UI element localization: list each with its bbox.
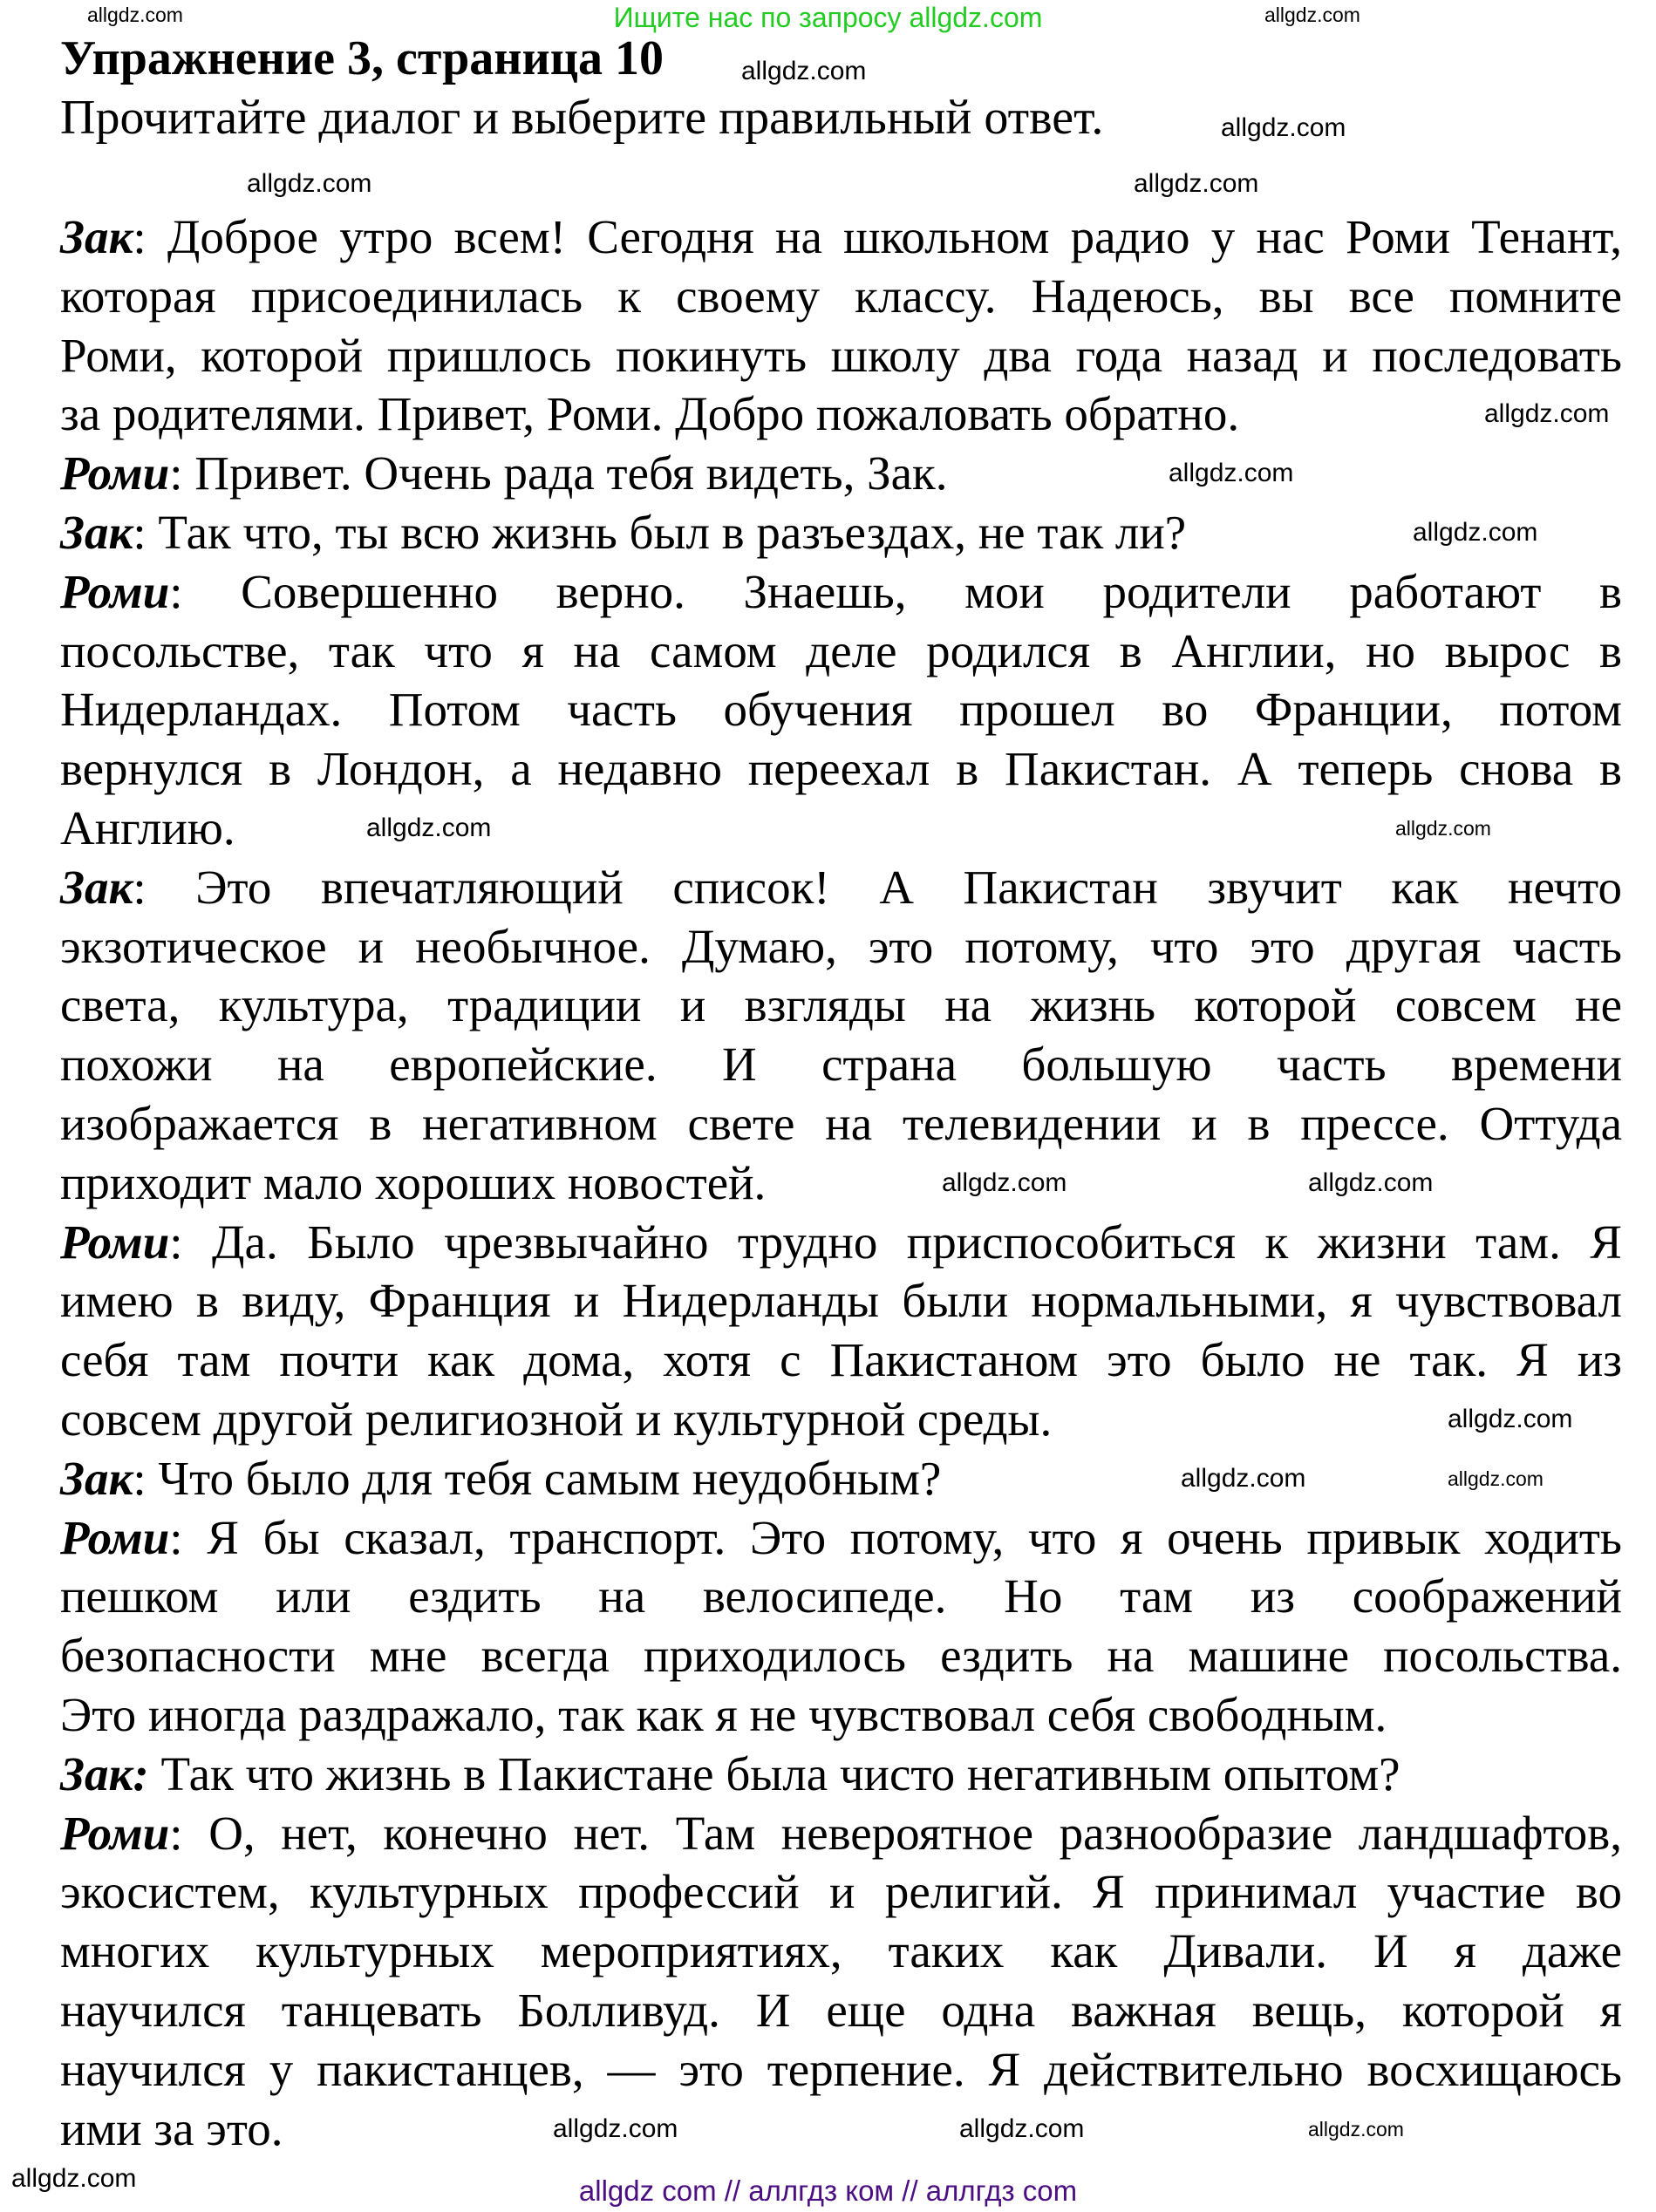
line-text: имею в виду, Франция и Нидерланды были нормальными, я чувствовал xyxy=(60,1274,1622,1328)
speaker-name: Зак xyxy=(60,505,133,559)
dialogue-line xyxy=(60,1981,1622,2040)
dialogue-line xyxy=(60,1626,1622,1685)
dialogue-line xyxy=(60,1449,1622,1508)
dialogue-line xyxy=(60,1213,1622,1272)
line-text: научился танцевать Болливуд. И еще одна важная вещь, которой я xyxy=(60,1983,1622,2037)
dialogue-line xyxy=(60,1804,1622,1863)
line-text: многих культурных мероприятиях, таких как Дивали. И я даже xyxy=(60,1924,1622,1978)
dialogue-line xyxy=(60,1035,1622,1094)
watermark: allgdz.com xyxy=(11,2164,137,2193)
line-text: себя там почти как дома, хотя с Пакистаном это было не так. Я из xyxy=(60,1333,1622,1387)
watermark: allgdz.com xyxy=(1264,3,1360,26)
dialogue-line xyxy=(60,622,1622,681)
line-text: Так что жизнь в Пакистане была чисто негативным опытом? xyxy=(148,1746,1400,1800)
dialogue-line xyxy=(60,1685,1622,1745)
dialogue-line xyxy=(60,562,1622,622)
dialogue-line xyxy=(60,976,1622,1035)
watermark: allgdz.com xyxy=(87,3,183,26)
dialogue-line xyxy=(60,1745,1622,1804)
dialogue-line xyxy=(60,208,1622,267)
line-text: Англию. xyxy=(60,800,235,854)
watermark: allgdz.com xyxy=(1448,1467,1544,1490)
dialogue-line xyxy=(60,799,1622,858)
watermark: allgdz.com xyxy=(942,1168,1067,1197)
speaker-name: Роми xyxy=(60,1806,170,1860)
watermark: allgdz.com xyxy=(366,813,492,842)
watermark: allgdz.com xyxy=(959,2114,1085,2143)
line-text: посольстве, так что я на самом деле родился в Англии, но вырос в xyxy=(60,623,1622,677)
line-text: : Так что, ты всю жизнь был в разъездах, не так ли? xyxy=(133,505,1187,559)
line-text: Нидерландах. Потом часть обучения прошел во Франции, потом xyxy=(60,683,1622,737)
line-text: научился у пакистанцев, — это терпение. Я действительно восхищаюсь xyxy=(60,2042,1622,2096)
line-text: которая присоединилась к своему классу. Надеюсь, вы все помните xyxy=(60,269,1622,323)
line-text: : Я бы сказал, транспорт. Это потому, что я очень привык ходить xyxy=(169,1510,1622,1564)
dialogue-line xyxy=(60,1922,1622,1981)
watermark: allgdz.com xyxy=(1413,518,1538,547)
dialogue-line xyxy=(60,1567,1622,1626)
exercise-title: Упражнение 3, страница 10 xyxy=(60,31,664,85)
line-text: за родителями. Привет, Роми. Добро пожаловать обратно. xyxy=(60,387,1240,441)
line-text: вернулся в Лондон, а недавно переехал в Пакистан. А теперь снова в xyxy=(60,742,1622,796)
dialogue-line xyxy=(60,444,1622,503)
watermark: allgdz.com xyxy=(1169,459,1294,487)
dialogue-line xyxy=(60,503,1622,562)
line-text: безопасности мне всегда приходилось ездить на машине посольства. xyxy=(60,1629,1622,1683)
speaker-name: Роми xyxy=(60,1510,170,1564)
dialogue-line xyxy=(60,1390,1622,1449)
watermark: allgdz.com xyxy=(553,2114,678,2143)
speaker-name: Роми xyxy=(60,564,170,618)
dialogue-line xyxy=(60,739,1622,799)
dialogue-line xyxy=(60,1331,1622,1390)
dialogue-line xyxy=(60,1508,1622,1568)
line-text: изображается в негативном свете на телевидении и в прессе. Оттуда xyxy=(60,1096,1622,1150)
dialogue-line xyxy=(60,385,1622,444)
watermark: allgdz.com xyxy=(1221,113,1346,142)
line-text: Роми, которой пришлось покинуть школу два года назад и последовать xyxy=(60,328,1622,382)
watermark: allgdz.com xyxy=(1308,1168,1434,1197)
line-text: приходит мало хороших новостей. xyxy=(60,1155,767,1209)
dialogue-line xyxy=(60,917,1622,977)
watermark: allgdz.com xyxy=(741,57,867,85)
line-text: : Что было для тебя самым неудобным? xyxy=(133,1451,942,1505)
dialogue-line xyxy=(60,326,1622,385)
dialogue-line xyxy=(60,2040,1622,2100)
watermark: allgdz.com xyxy=(1181,1464,1306,1493)
dialogue-line xyxy=(60,1862,1622,1922)
speaker-name: Роми xyxy=(60,446,170,500)
speaker-name: Зак xyxy=(60,860,133,914)
dialogue-line xyxy=(60,1271,1622,1331)
watermark: allgdz.com xyxy=(1395,817,1491,840)
line-text: : Доброе утро всем! Сегодня на школьном радио у нас Роми Тенант, xyxy=(133,210,1622,263)
watermark: allgdz.com xyxy=(1484,399,1610,428)
line-text: совсем другой религиозной и культурной среды. xyxy=(60,1392,1053,1446)
top-banner: Ищите нас по запросу allgdz.com xyxy=(613,2,1043,33)
dialogue-line xyxy=(60,858,1622,917)
speaker-name: Зак: xyxy=(60,1746,149,1800)
speaker-name: Зак xyxy=(60,210,133,263)
line-text: экосистем, культурных профессий и религий. Я принимал участие во xyxy=(60,1865,1622,1919)
line-text: : Это впечатляющий список! А Пакистан звучит как нечто xyxy=(133,860,1622,914)
line-text: : О, нет, конечно нет. Там невероятное разнообразие ландшафтов, xyxy=(169,1806,1622,1860)
watermark: allgdz.com xyxy=(1134,169,1259,198)
line-text: : Привет. Очень рада тебя видеть, Зак. xyxy=(169,446,948,500)
dialogue-line xyxy=(60,680,1622,739)
line-text: : Совершенно верно. Знаешь, мои родители работают в xyxy=(169,564,1622,618)
line-text: ими за это. xyxy=(60,2101,283,2155)
line-text: Это иногда раздражало, так как я не чувствовал себя свободным. xyxy=(60,1687,1387,1741)
dialogue-line xyxy=(60,1094,1622,1154)
line-text: пешком или ездить на велосипеде. Но там из соображений xyxy=(60,1569,1622,1623)
footer-watermark: allgdz com // аллгдз ком // аллгдз com xyxy=(578,2175,1078,2207)
speaker-name: Зак xyxy=(60,1451,133,1505)
watermark: allgdz.com xyxy=(1308,2118,1404,2141)
dialogue-line xyxy=(60,267,1622,326)
line-text: света, культура, традиции и взгляды на жизнь которой совсем не xyxy=(60,978,1622,1032)
watermark: allgdz.com xyxy=(1448,1405,1573,1433)
line-text: : Да. Было чрезвычайно трудно приспособиться к жизни там. Я xyxy=(169,1215,1622,1269)
line-text: экзотическое и необычное. Думаю, это потому, что это другая часть xyxy=(60,919,1622,973)
line-text: похожи на европейские. И страна большую часть времени xyxy=(60,1038,1622,1092)
instruction: Прочитайте диалог и выберите правильный ответ. xyxy=(60,91,1104,145)
watermark: allgdz.com xyxy=(247,169,372,198)
speaker-name: Роми xyxy=(60,1215,170,1269)
